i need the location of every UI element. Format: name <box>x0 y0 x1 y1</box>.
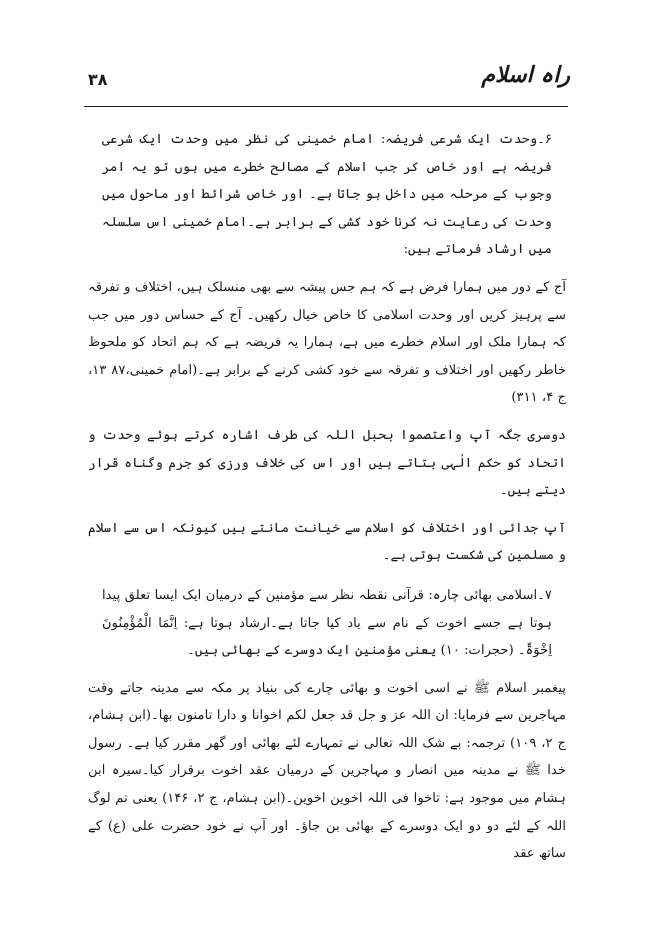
page-body <box>88 126 566 878</box>
paragraph-brotherhood: ۷۔اسلامی بھائی چارہ: قرآنی نقطہ نظر سے مؤمنین کے درمیان ایک ایسا تعلق پیدا ہوتا ہے جسے اخوت کے نام سے یاد کیا جاتا ہے۔ارشاد ہوتا ہے: اِنَّمَا الْمُؤْمِنُونَ اِخْوَۃٌ۔ (حجرات: ۱۰) یعنی مؤمنین ایک دوسرے کے بھائی ہیں۔ <box>102 587 552 659</box>
header-rule <box>84 106 568 107</box>
paragraph-khomeini-quote: آج کے دور میں ہمارا فرض ہے کہ ہم جس پیشہ سے بھی منسلک ہیں، اختلاف و تفرقہ سے پرہیز کریں اور وحدت اسلامی کا خاص خیال رکھیں۔ آج کے حساس دور میں جب کہ ہمارا ملک اور اسلام خطرے میں ہے، ہمارا یہ فریضہ ہے کہ ہم اتحاد کو ملحوظ خاطر رکھیں اور اختلاف و تفرقہ سے خود کشی کرنے کے برابر ہے۔(امام خمینی،۸۷ ۱۳، ج ۴، ۳۱۱) <box>88 279 566 406</box>
paragraph-unity-duty: ۶۔وحدت ایک شرعی فریضہ: امام خمینی کی نظر میں وحدت ایک شرعی فریضہ ہے اور خاص کر جب اسلام کے مصالح خطرے میں ہوں تو یہ امر وجوب کے مرحلہ میں داخل ہو جاتا ہے۔ اور خاص شرائط اور ماحول میں وحدت کی رعایت نہ کرنا خود کشی کے برابر ہے۔امام خمینی اس سلسلہ میں ارشاد فرماتے ہیں: <box>102 132 552 258</box>
paragraph-divine-command: دوسری جگہ آپ واعتصموا بحبل اللہ کی طرف اشارہ کرتے ہوئے وحدت و اتحاد کو حکم الٰہی بتاتے ہیں اور اس کی خلاف ورزی کو جرم وگناہ قرار دیتے ہیں۔ <box>88 427 566 499</box>
page-number: ۳۸ <box>88 70 108 89</box>
running-header <box>0 0 658 115</box>
paragraph-prophet-brotherhood: پیغمبر اسلام ﷺ نے اسی اخوت و بھائی چارے کی بنیاد پر مکہ سے مدینہ جاتے وقت مہاجرین سے فرمایا: ان اللہ عز و جل قد جعل لکم اخوانا و دارا تامنون بھا۔(ابن ہشام، ج ۲، ۱۰۹) ترجمہ: بے شک اللہ تعالی نے تمہارے لئے بھائی اور گھر مقرر کیا ہے۔ رسول خدا ﷺ نے مدینہ میں انصار و مہاجرین کے درمیان عقد اخوت برقرار کیا۔سیرہ ابن ہشام میں موجود ہے: تاخوا فی اللہ اخوین اخوین۔(ابن ہشام، ج ۲، ۱۴۶) یعنی تم لوگ اللہ کے لئے دو دو ایک دوسرے کے بھائی بن جاؤ۔ اور آپ نے خود حضرت علی (ع) کے ساتھ عقد <box>88 680 567 862</box>
paragraph-betrayal: آپ جدائی اور اختلاف کو اسلام سے خیانت مانتے ہیں کیونکہ اس سے اسلام و مسلمین کی شکست ہوتی ہے۔ <box>88 520 566 564</box>
book-title: راہ اسلام <box>481 62 570 88</box>
